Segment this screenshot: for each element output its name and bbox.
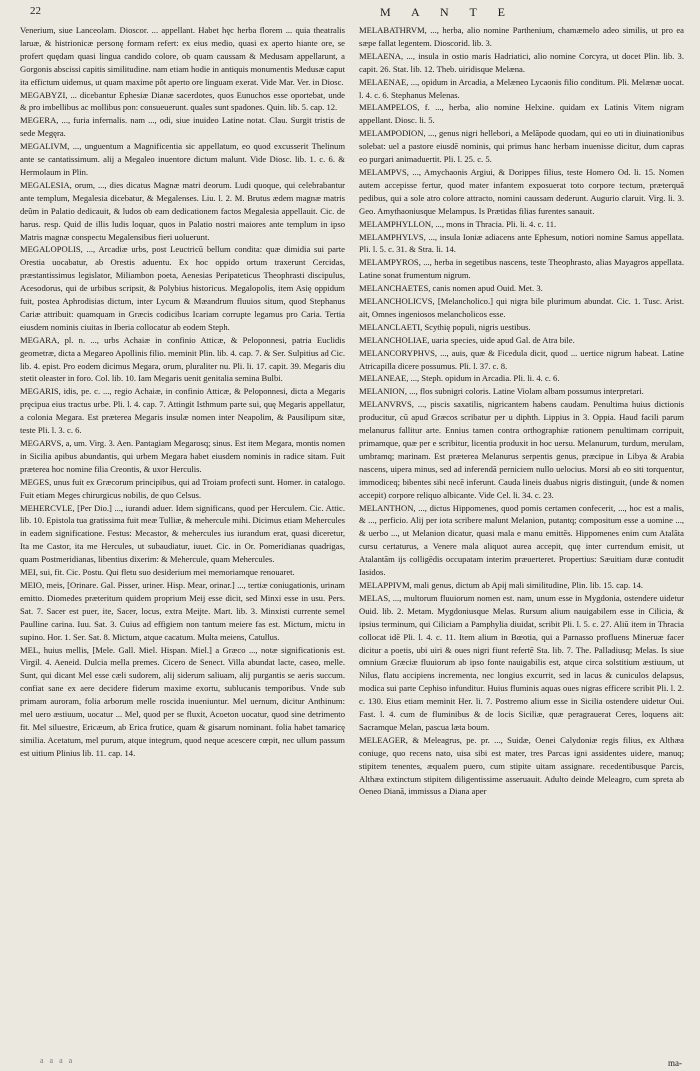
scan-marks: a a a a (40, 1056, 75, 1065)
dictionary-entry: MELEAGER, & Meleagrus, pe. pr. ..., Suidæ, Oenei Calydoniæ regis filius, ex Althæa coniuge, quo recens nato, uisa sibi est mater, tres Parcas igni assidentes uidere, manuq; stipitem tenentes, æqualem puero, cum stipite uitam assignare. recedentibusque Parcis, Althæa extinctum stipitem diligentissime asseruauit. Adulto deinde Meleagro, cum spreta ab Oeneo Dianā, immissus a Diana aper (359, 734, 684, 797)
dictionary-entry: MELAMPODION, ..., genus nigri hellebori, a Melāpode quodam, qui eo uti in diuinationibus solebat: uel a pastore eiusdē nominis, qui primus hanc herbam inuenisse dicitur, dum capras eo purgari animaduertit. Pli. l. 25. c. 5. (359, 128, 684, 165)
dictionary-entry: MEGERA, ..., furia infernalis. nam ..., odi, siue inuideo Latine notat. Clau. Surgit tristis de sede Megęra. (20, 115, 345, 139)
dictionary-entry: MEGALIVM, ..., unguentum a Magnificentia sic appellatum, eo quod excusserit Thelinum ante se cantatissimum. alij a Megaleo inuentore dictum malunt. Vide Diosc. lib. 1. c. 6. & Hermolaum in Plin. (20, 141, 345, 177)
catchword: ma- (668, 1058, 682, 1068)
dictionary-entry: MELANCLAETI, Scythię populi, nigris uestibus. (359, 321, 531, 332)
right-column (359, 24, 684, 1064)
dictionary-entry: MEI, sui, fit. Cic. Postu. Qui fletu suo desiderium mei memoriamque renouaret. (20, 567, 295, 578)
running-head (20, 4, 684, 24)
dictionary-entry: MELAMPVS, ..., Amychaonis Argiui, & Dorippes filius, teste Homero Od. li. 15. Nomen autem accepisse fertur, quod mater infantem exposuerat toto corpore tectum, præterquā pedibus, qui a sole atro colore attracto, nomini caussam dederunt. Augurio claruit. Virg. li. 3. Geo. Amythaoniusque Melampus. Is Prætidas filias furentes sanauit. (359, 166, 684, 216)
dictionary-entry: MEGES, unus fuit ex Græcorum principibus, qui ad Troiam profecti sunt. Homer. in catalogo. Fuit etiam Meges chirurgicus nobilis, de quo Celsus. (20, 476, 345, 500)
dictionary-entry: MELAMPHYLLON, ..., mons in Thracia. Pli. li. 4. c. 11. (359, 218, 557, 229)
dictionary-entry: MEGALESIA, orum, ..., dies dicatus Magnæ matri deorum. Ludi quoque, qui celebrabantur ante templum, Megalesia dicebatur, & Megalenses. Liu. l. 2. M. Brutus ædem magnæ matris deûm in Palatio dedicauit, & ludos ob eam dedicationem factos Megalesia appellauit. Cic. de harus. resp. Quid de illis ludis loquar, quos in Palatio nostri maiores ante templum in ipso Matris magnæ conspectu Megalensibus fieri uoluerunt. (20, 179, 345, 242)
dictionary-entry: MELAS, ..., multorum fluuiorum nomen est. nam, unum esse in Mygdonia, ostendere uidetur Ouid. lib. 2. Metam. Mygdoniusque Melas. Rursum alium nauigabilem esse in Cilicia, & ipsius terminum, qui Ciliciam a Pamphylia diuidat, scribit Pli. l. 5. c. 27. Aliū item in Thracia collocat idē Pli. l. 4. c. 11. Item alium in Bœotia, qui a Parnasso profluens Mineruæ facer dicitur a poetis, ubi uiri & oues nigri fiunt refertē Sta. lib. 7. The. Palladiusq; Melas. Is siue omnium Græciæ fluuiorum ab ipso fonte nauigabilis est, atque circa solstitium æstiuum, ut Nilus, flatu accipiens incrementa, nec longius excurrit, sed in lacus & cuniculos delapsus, modica sui parte Cephiso infunditur. Huius fluminis aquas oues nigras efficere scribit Pli. l. 2. c. 130. Eius etiam meminit Her. li. 7. Postremo alium esse in Sicilia ostendere uidetur Oui. Fast. l. 4. cum de fluminibus & de locis Siciliæ, quæ peragrauerat Ceres, loquens ait: Sacramque Melan, pascua læta boum. (359, 592, 684, 732)
dictionary-entry: MELAMPELOS, f. ..., herba, alio nomine Helxine. quidam ex Latinis Vitem nigram appellant. Diosc. li. 5. (359, 102, 684, 126)
two-column-body (20, 24, 684, 1064)
dictionary-entry: MELANCHOLIAE, uaria species, uide apud Gal. de Atra bile. (359, 334, 575, 345)
dictionary-entry: MELANEAE, ..., Steph. opidum in Arcadia. Pli. li. 4. c. 6. (359, 373, 560, 384)
dictionary-entry: MEIO, meis, [Orinare. Gal. Pisser, uriner. Hisp. Mear, orinar.] ..., tertiæ coniugationis, urinam emitto. Diomedes præteritum quidem proprium Meij esse dicit, sed Minxi esse in usu. Pers. Sat. 7. Sacer est puer, ite, Sacer, locus, extra Meijte. Mart. lib. 3. Minxisti currente semel Paulline carina. Iuu. Sat. 3. Cuius ad effigiem non tantum meiere fas est. Mictum, mictu in supino. Hor. 1. Ser. Sat. 8. Mictum, atque cacatum. Multa meiens, Catullus. (20, 579, 345, 642)
dictionary-entry: MELANION, ..., flos subnigri coloris. Latine Violam albam possumus interpretari. (359, 386, 644, 397)
dictionary-entry: MELANCORYPHVS, ..., auis, quæ & Ficedula dicit, quod ... uertice nigrum habeat. Latine Atricapilla dicere possumus. Pli. l. 37. c. 8. (359, 347, 684, 371)
dictionary-entry: MEGARA, pl. n. ..., urbs Achaiæ in confinio Atticæ, & Peloponnesi, patria Euclidis geometræ, dicta a Megareo Apollinis filio. meminit Plin. lib. 4. cap. 7. & Ser. Sulpitius ad Cic. lib. 4. epist. Pro eodem dicimus Megara, orum, pluraliter nu. Pli. li. 17. capit. 39. Megaris diu stetit oleaster in foro. Col. lib. 10. Iam Megaris uenit genitalia semina Bulbi. (20, 334, 345, 384)
dictionary-entry: MELABATHRVM, ..., herba, alio nomine Parthenium, chamæmelo adeo similis, ut pro ea sæpe fallat legentem. Dioscorid. lib. 3. (359, 25, 684, 48)
dictionary-entry: MELANCHOLICVS, [Melancholico.] qui nigra bile plurimum abundat. Cic. 1. Tusc. Arist. ait, Omnes ingeniosos melancholicos esse. (359, 296, 684, 319)
page-number: 22 (30, 5, 41, 17)
dictionary-entry: MELAPPIVM, mali genus, dictum ab Apij mali similitudine, Plin. lib. 15. cap. 14. (359, 579, 644, 590)
dictionary-entry: MEGARVS, a, um. Virg. 3. Aen. Pantagiam Megarosq; sinus. Est item Megara, montis nomen in Sicilia apibus abundantis, qui urbem Megara habet eiusdem nominis in radice sitam. Fuit præterea hoc nomine filia Creontis, & uxor Herculis. (20, 438, 345, 474)
dictionary-entry: MELAENA, ..., insula in ostio maris Hadriatici, alio nomine Corcyra, ut docet Plin. lib. 3. capit. 26. Stat. lib. 12. Theb. uiridisque Melæna. (359, 50, 684, 74)
dictionary-entry: MEGABYZI, ... dicebantur Ephesiæ Dianæ sacerdotes, quos Eunuchos esse oportebat, unde & pro imbellibus ac mollibus pon: consueuerunt. quales sunt spadones. Quin. lib. 5. cap. 12. (20, 89, 345, 113)
dictionary-entry: MEGARIS, idis, pe. c. ..., regio Achaiæ, in confinio Atticæ, & Peloponnesi, dicta a Megaris pręcipua eius tractus urbe. Pli. l. 4. cap. 7. Attingit Isthmum parte sui, quę Megaris appellatur, a colonia Megara. Est præterea Megaris insulæ nomen inter Neapolim, & Pausilipum sitæ, teste Pli. l. 3. c. 6. (20, 386, 345, 436)
dictionary-entry: MEGALOPOLIS, ..., Arcadiæ urbs, post Leuctricū bellum condita: quæ dimidia sui parte Orestia uocabatur, ab Orestis aduentu. Ex hoc oppido ortum traxerunt Cercidas, præstantissimus legislator, Miliambon poeta, Aenesias Peripateticus Theophrasti discipulus, Acesodorus, qui de urbibus scripsit, & Polybius historicus. Megalopolis, item Asię oppidum fuit, postea Aphrodisias dictum, inter Lycum & Mæandrum fluuios situm, quod Stephanus Cariæ attribuit: quamquam in Græcis codicibus Icariam corrupte legamus pro Caria. Tertia eiusdem nominis ciuitas in Iberia collocatur ab eodem Steph. (20, 244, 345, 332)
dictionary-entry: MELAENAE, ..., opidum in Arcadia, a Melæneo Lycaonis filio conditum. Pli. Melænæ uocat. l. 4. c. 6. Stephanus Melenas. (359, 76, 684, 100)
dictionary-entry: MEL, huius mellis, [Mele. Gall. Miel. Hispan. Miel.] a Græco ..., notæ significationis est. Virgil. 4. Aeneid. Dulcia mella premes. Cicero de Senect. Villa abundat lacte, caseo, melle. Sunt, qui dicant Mel esse cæli sudorem, alij siderum saliuam, alij purgantis se aeris succum. confiat sane ex aere decidere fiderum maxime exortu, sublucanis temporibus. Vnde sub primam auroram, folia arborum melle roscida inueniuntur. Mel uernum, dicitur Anthinum: mel uero æstiuum, uocatur ... Mel, quod per se fluxit, Acoeton uocatur, quod sine detrimento fit. Mel siluestre, Ericæum, ab Erica frutice, quam & gisarum nominant. folia habet tamaricę similia. Acetatum, mel purum, atque integrum, quod neque acescere cœpit, nec ullum passum est uitium Plinius lib. 11. cap. 14. (20, 644, 345, 758)
dictionary-entry: MELAMPYROS, ..., herba in segetibus nascens, teste Theophrasto, alias Mayagros appellata. Latine sonat frumentum nigrum. (359, 257, 684, 281)
dictionary-entry: MELANCHAETES, canis nomen apud Ouid. Met. 3. (359, 283, 543, 294)
running-title: M A N T E (380, 5, 514, 19)
dictionary-entry: MEHERCVLE, [Per Dio.] ..., iurandi aduer. Idem significans, quod per Herculem. Cic. Attic. lib. 10. Epistola tua gratissima fuit meæ Tulliæ, & mehercule mihi. Dicimus etiam Mehercules in eadem significatione. Festus: Mecastor, & mehercules ius iurandum erat, quasi diceretur, Ita me Castor, ita me Hercules, ut subaudiatur, iuuet. Cic. in Or. Pomeridianas quadrigas, quam Postmeridianas, libentius dixerim: & Mehercule, quam Mehercules. (20, 502, 345, 565)
dictionary-entry: MELAMPHYLVS, ..., insula Ioniæ adiacens ante Ephesum, notiori nomine Samus appellata. Pli. l. 5. c. 31. & Stra. li. 14. (359, 231, 684, 255)
dictionary-entry: Venerium, siue Lanceolam. Dioscor. ... appellant. Habet hęc herba florem ... quia theatralis laruæ, & histrionicæ personę formam refert: ex eius medio, quasi ex aperto hiante ore, se profert quędam quasi lingua candido colore, ob quam caussam & Medusam appellarunt, a Gorgonis abscissi capitis similitudine. nam etiam hodie in antiquis monumentis Medusæ caput ita effictum uidemus, ut quam maxime pôt aperto ore linguam exerat. Vide Mar. Ver. in Diosc. (20, 25, 345, 87)
dictionary-entry: MELANVRVS, ..., piscis saxatilis, nigricantem habens caudam. Penultima huius dictionis producitur, cū apud Græcos scribatur per u diphth. Lippius in 3. Oppia. Haud facili parum melanurus fallitur arte. Ennius tamen contra orthographiæ rationem penultimam corripuit, primamque, quæ per e scribitur, licentia produxit in hoc uersu. Melanurum, turdum, merulam, umbramq; marinam. Est præterea Melanurus serpentis genus, præcipue in Libya & Arabia nascens, uipera minus, sed ad inferendā perniciem nullo uelocius. Morsi ab eo siti torquentur, immodiceq; bibentes sibi necē inferunt. Cauda lineis duabus nigris distinguit, (unde & nomen accepit) corpore reliquo albicante. Vide Cel. li. 34. c. 23. (359, 399, 684, 500)
left-column (20, 24, 345, 1064)
dictionary-entry: MELANTHON, ..., dictus Hippomenes, quod pomis certamen confecerit, ..., hoc est a malis, & ..., perficio. Alij per iota scribere malunt Melanion, putantq; compositum esse a uomine ..., & uerbo ..., ut Melanion dicatur, quasi mala e manu emittēs. Hippomenes enim cum Atalāta cursu certaturus, a Venere mala aliquot aurea accepit, quę inter currendum emisit, ut Atalantām ijs colligēdis occupatam interim præuerteret. Propertius: Sæuitiam duræ contudit Iasidos. (359, 502, 684, 578)
